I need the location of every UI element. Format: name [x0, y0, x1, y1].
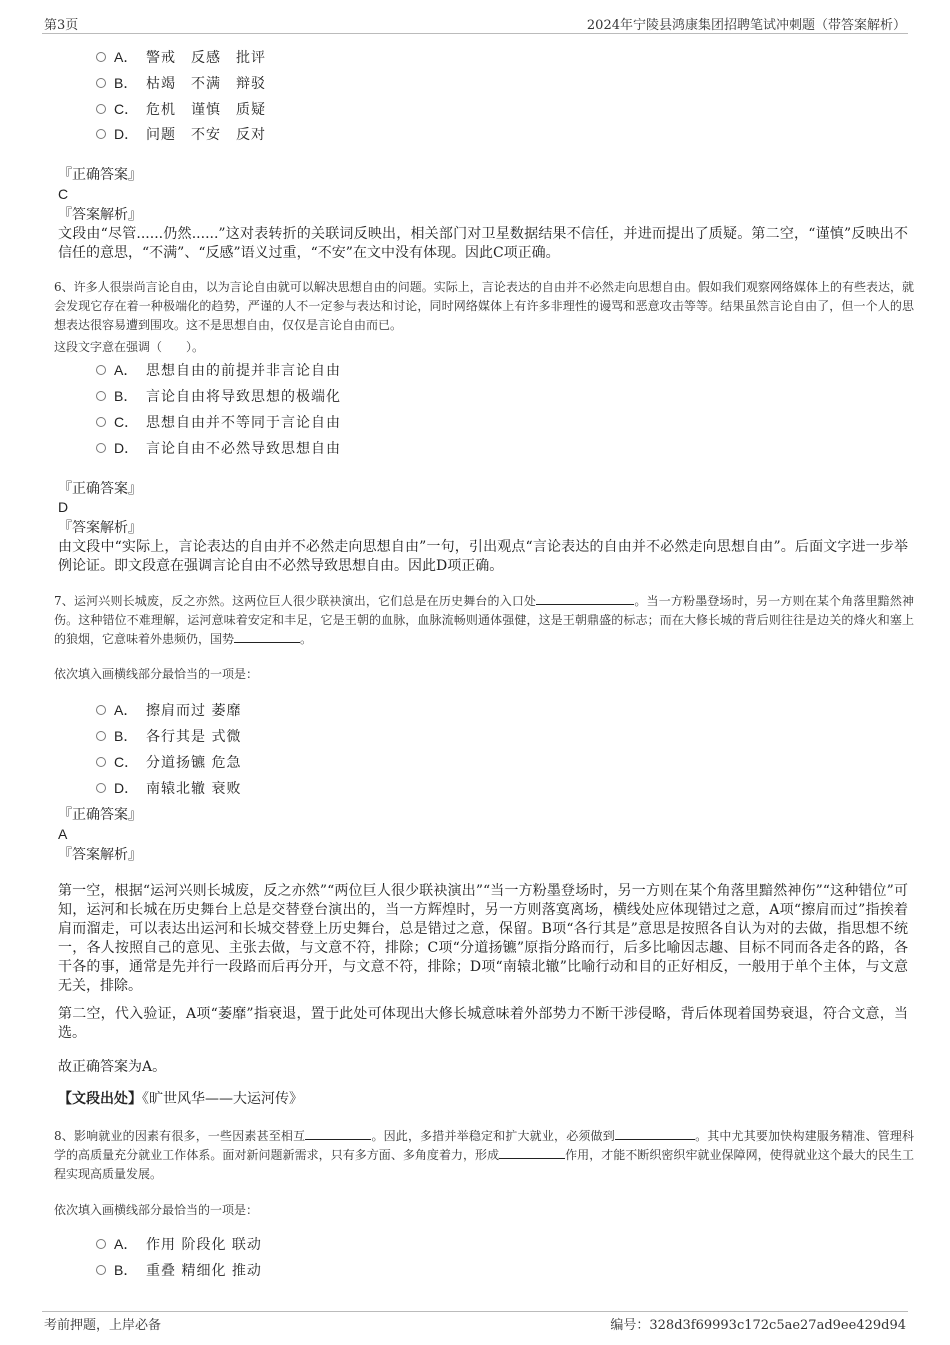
question-stem: 8、影响就业的因素有很多，一些因素甚至相互 。因此，多措并举稳定和扩大就业，必须做到 。其中尤其要加快构建服务精准、管理科学的高质量充分就业工作体系。面对新问题新需求，只有多方面、多角度着力，形成 作用，才能不断织密织牢就业保障网，使得就业这个最大的民生工程实现高质量发展。: [54, 1129, 914, 1181]
analysis-label: 『答案解析』: [58, 207, 142, 223]
option-c[interactable]: C． 危机 谨慎 质疑: [96, 99, 266, 119]
radio-icon[interactable]: [96, 705, 106, 715]
radio-icon[interactable]: [96, 1239, 106, 1249]
answer-blank[interactable]: [234, 630, 300, 643]
radio-icon[interactable]: [96, 391, 106, 401]
radio-icon[interactable]: [96, 757, 106, 767]
radio-icon[interactable]: [96, 731, 106, 741]
answer-label: 『正确答案』: [58, 807, 142, 823]
option-d[interactable]: D． 言论自由不必然导致思想自由: [96, 438, 341, 458]
option-d[interactable]: D． 问题 不安 反对: [96, 124, 266, 144]
option-a[interactable]: A． 思想自由的前提并非言论自由: [96, 360, 341, 380]
question-prompt: 这段文字意在强调（ ）。: [54, 340, 205, 354]
document-id: 编号：328d3f69993c172c5ae27ad9ee429d94: [610, 1318, 906, 1333]
answer-blank[interactable]: [536, 592, 634, 605]
option-c[interactable]: C． 思想自由并不等同于言论自由: [96, 412, 341, 432]
answer-value: D: [58, 499, 69, 515]
answer-blank[interactable]: [305, 1127, 371, 1140]
radio-icon[interactable]: [96, 104, 106, 114]
question-stem: 6、许多人很崇尚言论自由，以为言论自由就可以解决思想自由的问题。实际上，言论表达的自由并不必然走向思想自由。假如我们观察网络媒体上的有些表达，就会发现它存在着一种极端化的趋势，严谨的人不一定参与表达和讨论，同时网络媒体上有许多非理性的谩骂和恶意攻击等等。结果虽然言论自由了，但一个人的思想表达很容易遭到围攻。这不是思想自由，仅仅是言论自由而已。: [54, 280, 914, 332]
answer-value: A: [58, 826, 68, 842]
footer-divider: [42, 1311, 908, 1312]
answer-value: C: [58, 186, 69, 202]
option-b[interactable]: B． 言论自由将导致思想的极端化: [96, 386, 341, 406]
answer-label: 『正确答案』: [58, 167, 142, 183]
option-b[interactable]: B． 枯竭 不满 辩驳: [96, 73, 266, 93]
footer-slogan: 考前押题，上岸必备: [44, 1318, 162, 1333]
radio-icon[interactable]: [96, 1265, 106, 1275]
analysis-paragraph-1: 第一空，根据“运河兴则长城废，反之亦然”“两位巨人很少联袂演出”“当一方粉墨登场时，另一方则在某个角落里黯然神伤”“这种错位”可知，运河和长城在历史舞台上总是交替登台演出的，当一方辉煌时，另一方则落寞离场，横线处应体现错过之意，A项“擦肩而过”指挨着肩而溜走，可以表达出运河和长城交替登上历史舞台，总是错过之意，保留。B项“各行其是”意思是按照各自认为对的去做，指思想不统一，各人按照自己的意见、主张去做，与文意不符，排除；C项“分道扬镳”原指分路而行，后多比喻因志趣、目标不同而各走各的路，各干各的事，通常是先并行一段路而后再分开，与文意不符，排除；D项“南辕北辙”比喻行动和目的正好相反，一般用于单个主体，与文意无关，排除。: [58, 883, 908, 994]
radio-icon[interactable]: [96, 783, 106, 793]
question-prompt: 依次填入画横线部分最恰当的一项是：: [54, 667, 259, 681]
option-c[interactable]: C． 分道扬镳 危急: [96, 752, 241, 772]
radio-icon[interactable]: [96, 52, 106, 62]
analysis-label: 『答案解析』: [58, 847, 142, 863]
option-b[interactable]: B． 各行其是 式微: [96, 726, 241, 746]
answer-blank[interactable]: [615, 1127, 695, 1140]
question-prompt: 依次填入画横线部分最恰当的一项是：: [54, 1203, 259, 1217]
option-a[interactable]: A． 擦肩而过 萎靡: [96, 700, 241, 720]
radio-icon[interactable]: [96, 78, 106, 88]
document-title: 2024年宁陵县鸿康集团招聘笔试冲刺题（带答案解析）: [586, 18, 906, 33]
radio-icon[interactable]: [96, 365, 106, 375]
answer-label: 『正确答案』: [58, 481, 142, 497]
analysis-text: 由文段中“实际上，言论表达的自由并不必然走向思想自由”一句，引出观点“言论表达的自由并不必然走向思想自由”。后面文字进一步举例论证。即文段意在强调言论自由不必然导致思想自由。因此D项正确。: [58, 539, 908, 574]
page-number: 第3页: [44, 18, 79, 33]
source-line: 【文段出处】《旷世风华——大运河传》: [58, 1091, 303, 1107]
radio-icon[interactable]: [96, 129, 106, 139]
option-b[interactable]: B． 重叠 精细化 推动: [96, 1260, 262, 1280]
analysis-label: 『答案解析』: [58, 520, 142, 536]
analysis-conclusion: 故正确答案为A。: [58, 1059, 167, 1075]
header-divider: [42, 33, 908, 34]
analysis-text: 文段由“尽管......仍然......”这对表转折的关联词反映出，相关部门对卫星数据结果不信任，并进而提出了质疑。第二空，“谨慎”反映出不信任的意思，“不满”、“反感”语义过重，“不安”在文中没有体现。因此C项正确。: [58, 226, 908, 261]
option-d[interactable]: D． 南辕北辙 衰败: [96, 778, 241, 798]
question-stem: 7、运河兴则长城废，反之亦然。这两位巨人很少联袂演出，它们总是在历史舞台的入口处 。当一方粉墨登场时，另一方则在某个角落里黯然神伤。这种错位不难理解，运河意味着安定和丰足，它是王朝的血脉，血脉流畅则通体强健，这是王朝鼎盛的标志；而在大修长城的背后则往往是边关的烽火和塞上的狼烟，它意味着外患频仍，国势 。: [54, 594, 914, 646]
analysis-paragraph-2: 第二空，代入验证，A项“萎靡”指衰退，置于此处可体现出大修长城意味着外部势力不断干涉侵略，背后体现着国势衰退，符合文意，当选。: [58, 1006, 908, 1041]
option-a[interactable]: A． 作用 阶段化 联动: [96, 1234, 262, 1254]
option-a[interactable]: A． 警戒 反感 批评: [96, 47, 266, 67]
radio-icon[interactable]: [96, 417, 106, 427]
radio-icon[interactable]: [96, 443, 106, 453]
answer-blank[interactable]: [499, 1146, 565, 1159]
